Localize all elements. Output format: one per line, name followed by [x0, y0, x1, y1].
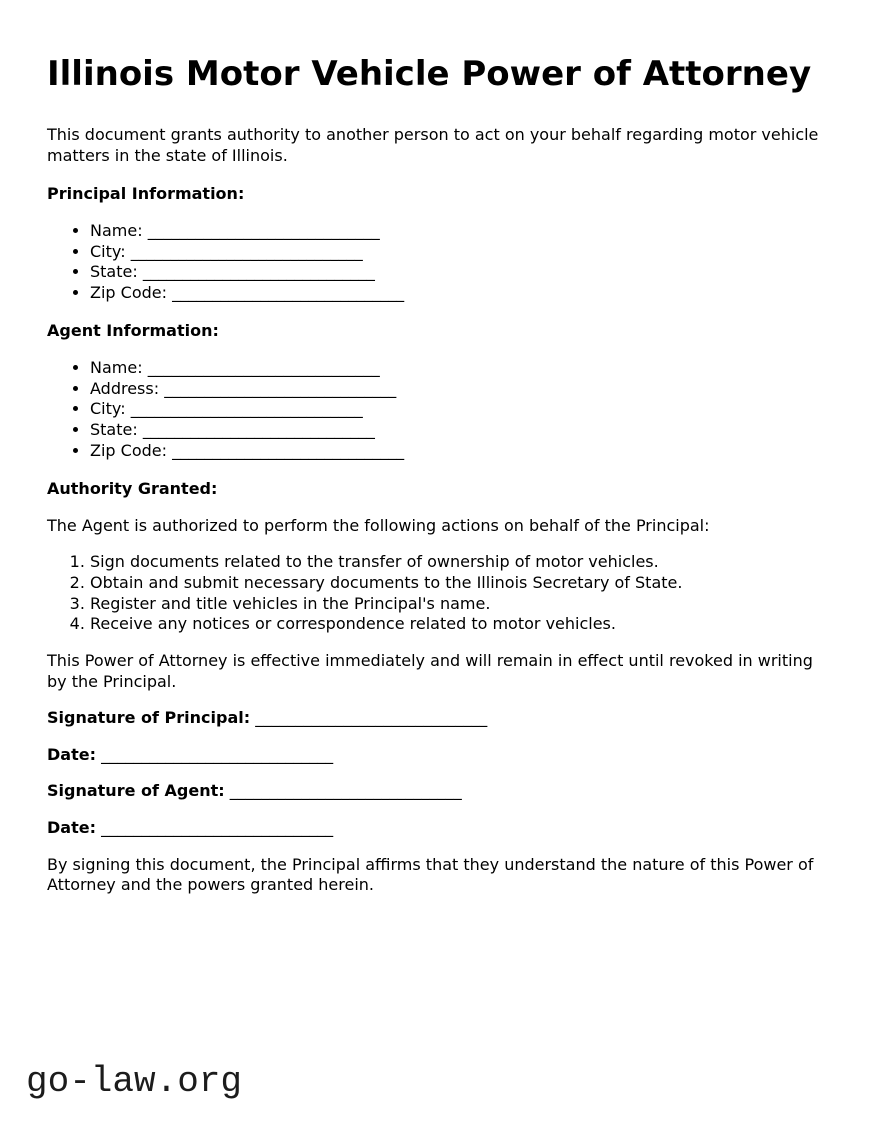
signature-blank-line: _____________________________ — [255, 708, 488, 728]
field-label: Name: — [90, 220, 143, 240]
agent-field-list — [47, 358, 822, 461]
field-label: City: — [90, 241, 126, 261]
field-label: Zip Code: — [90, 282, 167, 302]
agent-address-field — [90, 379, 822, 400]
signature-blank-line: _____________________________ — [229, 781, 462, 801]
blank-line: _____________________________ — [147, 358, 380, 378]
agent-information-heading: Agent Information: — [47, 321, 219, 341]
agent-state-field — [90, 420, 822, 441]
blank-line: _____________________________ — [164, 378, 397, 398]
principal-date-label: Date: — [47, 744, 96, 764]
blank-line: _____________________________ — [172, 282, 405, 302]
principal-zip-field — [90, 283, 822, 304]
principal-state-field — [90, 262, 822, 283]
authority-item: 2. Obtain and submit necessary documents to the Illinois Secretary of State. — [90, 573, 822, 594]
footer-watermark: go-law.org — [26, 1061, 243, 1103]
agent-date-row — [47, 818, 822, 839]
principal-date-row — [47, 745, 822, 766]
field-label: Address: — [90, 378, 160, 398]
field-label: Name: — [90, 358, 143, 378]
blank-line: _____________________________ — [142, 262, 375, 282]
authority-granted-heading: Authority Granted: — [47, 479, 218, 499]
date-blank-line: _____________________________ — [101, 744, 334, 764]
affirmation-paragraph: By signing this document, the Principal affirms that they understand the nature of this Power of Attorney and the powers granted herein. — [47, 854, 814, 895]
field-label: State: — [90, 419, 138, 439]
blank-line: _____________________________ — [172, 440, 405, 460]
signature-of-agent-row — [47, 781, 822, 802]
authority-item: 3. Register and title vehicles in the Principal's name. — [90, 594, 822, 615]
blank-line: _____________________________ — [142, 419, 375, 439]
principal-name-field — [90, 221, 822, 242]
effectiveness-paragraph: This Power of Attorney is effective immediately and will remain in effect until revoked in writing by the Principal. — [47, 650, 813, 691]
principal-information-heading: Principal Information: — [47, 184, 245, 204]
field-label: City: — [90, 399, 126, 419]
signature-of-agent-label: Signature of Agent: — [47, 781, 225, 801]
authority-item: 1. Sign documents related to the transfer of ownership of motor vehicles. — [90, 552, 822, 573]
authority-action-list — [47, 552, 822, 635]
principal-field-list — [47, 221, 822, 304]
signature-of-principal-row — [47, 708, 822, 729]
blank-line: _____________________________ — [130, 399, 363, 419]
document-title: Illinois Motor Vehicle Power of Attorney — [47, 54, 812, 94]
agent-date-label: Date: — [47, 818, 96, 838]
principal-city-field — [90, 242, 822, 263]
agent-name-field — [90, 358, 822, 379]
blank-line: _____________________________ — [130, 241, 363, 261]
field-label: State: — [90, 262, 138, 282]
date-blank-line: _____________________________ — [101, 818, 334, 838]
agent-city-field — [90, 399, 822, 420]
authority-lead-paragraph: The Agent is authorized to perform the following actions on behalf of the Principal: — [47, 515, 710, 535]
field-label: Zip Code: — [90, 440, 167, 460]
blank-line: _____________________________ — [147, 220, 380, 240]
authority-item: 4. Receive any notices or correspondence related to motor vehicles. — [90, 614, 822, 635]
intro-paragraph: This document grants authority to another person to act on your behalf regarding motor vehicle matters in the state of Illinois. — [47, 125, 819, 165]
agent-zip-field — [90, 441, 822, 462]
signature-of-principal-label: Signature of Principal: — [47, 708, 251, 728]
